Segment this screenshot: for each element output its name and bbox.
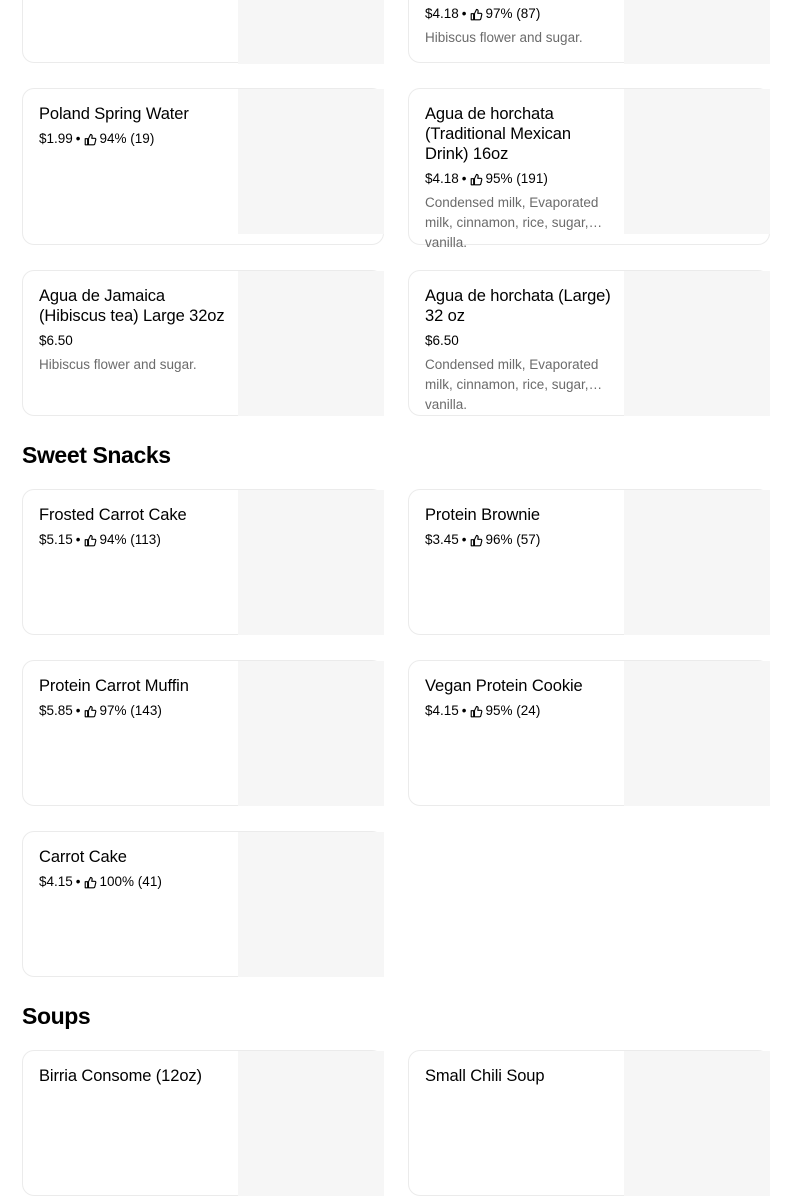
item-rating: 97% (143) [99, 703, 162, 718]
item-rating: 94% (113) [99, 532, 161, 547]
item-image [238, 271, 384, 416]
item-image [238, 832, 384, 977]
item-name: Poland Spring Water [39, 105, 189, 123]
item-image [238, 1051, 384, 1196]
menu-item-card[interactable] [22, 270, 384, 416]
menu-item-card-partial-left[interactable] [22, 0, 384, 63]
item-name: Vegan Protein Cookie [425, 677, 583, 695]
item-image [624, 661, 770, 806]
thumbs-up-icon [84, 133, 97, 146]
item-meta [425, 169, 611, 189]
item-rating: 96% (57) [485, 532, 541, 547]
item-meta [39, 331, 225, 351]
item-rating: 97% (87) [485, 6, 541, 21]
item-rating: 100% (41) [99, 874, 162, 889]
menu-item-card[interactable] [22, 88, 384, 245]
menu-item-card[interactable] [22, 1050, 384, 1196]
item-name: Agua de horchata (Traditional Mexican Drink) 16oz [425, 105, 571, 163]
item-name: Frosted Carrot Cake [39, 506, 187, 524]
item-image [238, 0, 384, 64]
item-rating: 95% (24) [485, 703, 541, 718]
item-name: Carrot Cake [39, 848, 127, 866]
item-image [624, 0, 770, 64]
item-meta [425, 530, 611, 550]
item-name: Agua de horchata (Large) 32 oz [425, 287, 611, 325]
menu-item-card[interactable] [408, 270, 770, 416]
section-title-sweet-snacks: Sweet Snacks [22, 442, 171, 468]
item-description: Hibiscus flower and sugar. [39, 357, 197, 372]
thumbs-up-icon [84, 705, 97, 718]
item-price: $5.85 [39, 703, 73, 718]
separator-dot: • [75, 532, 81, 547]
separator-dot: • [75, 874, 81, 889]
thumbs-up-icon [84, 876, 97, 889]
item-rating: 95% (191) [485, 171, 548, 186]
menu-item-card[interactable] [22, 489, 384, 635]
item-meta [425, 4, 611, 24]
separator-dot: • [75, 703, 81, 718]
item-description: Condensed milk, Evaporated milk, cinnamon, rice, sugar, vanilla. [425, 195, 599, 250]
menu-item-card[interactable] [408, 660, 770, 806]
menu-item-card[interactable] [408, 1050, 770, 1196]
item-description: Hibiscus flower and sugar. [425, 30, 583, 45]
separator-dot: • [75, 131, 81, 146]
item-image [624, 1051, 770, 1196]
item-price: $3.45 [425, 532, 459, 547]
item-image [624, 271, 770, 416]
thumbs-up-icon [470, 173, 483, 186]
separator-dot: • [461, 171, 467, 186]
item-meta [39, 872, 225, 892]
menu-item-card[interactable] [22, 660, 384, 806]
menu-item-card-partial-right[interactable] [408, 0, 770, 63]
item-name: Birria Consome (12oz) [39, 1067, 202, 1085]
item-name: Small Chili Soup [425, 1067, 545, 1085]
item-image [624, 490, 770, 635]
item-meta [425, 701, 611, 721]
thumbs-up-icon [470, 705, 483, 718]
separator-dot: • [461, 6, 467, 21]
item-name: Protein Brownie [425, 506, 540, 524]
item-meta [39, 530, 225, 550]
thumbs-up-icon [84, 534, 97, 547]
item-meta [425, 331, 611, 351]
menu-item-card[interactable] [408, 88, 770, 250]
item-price: $6.50 [39, 333, 73, 348]
item-price: $4.15 [39, 874, 73, 889]
item-price: $4.18 [425, 171, 459, 186]
section-title-soups: Soups [22, 1003, 91, 1029]
item-image [238, 89, 384, 234]
separator-dot: • [461, 703, 467, 718]
item-name: Agua de Jamaica (Hibiscus tea) Large 32oz [39, 287, 225, 325]
item-image [238, 490, 384, 635]
item-price: $5.15 [39, 532, 73, 547]
item-price: $6.50 [425, 333, 459, 348]
item-image [238, 661, 384, 806]
menu-item-card[interactable] [408, 489, 770, 635]
item-description: Condensed milk, Evaporated milk, cinnamon, rice, sugar, vanilla. [425, 357, 599, 412]
item-price: $4.18 [425, 6, 459, 21]
item-meta [39, 701, 225, 721]
item-image [624, 89, 770, 234]
item-meta [39, 129, 225, 149]
menu-item-card[interactable] [22, 831, 384, 977]
item-rating: 94% (19) [99, 131, 155, 146]
item-name: Protein Carrot Muffin [39, 677, 189, 695]
item-price: $1.99 [39, 131, 73, 146]
separator-dot: • [461, 532, 467, 547]
thumbs-up-icon [470, 534, 483, 547]
item-price: $4.15 [425, 703, 459, 718]
thumbs-up-icon [470, 8, 483, 21]
